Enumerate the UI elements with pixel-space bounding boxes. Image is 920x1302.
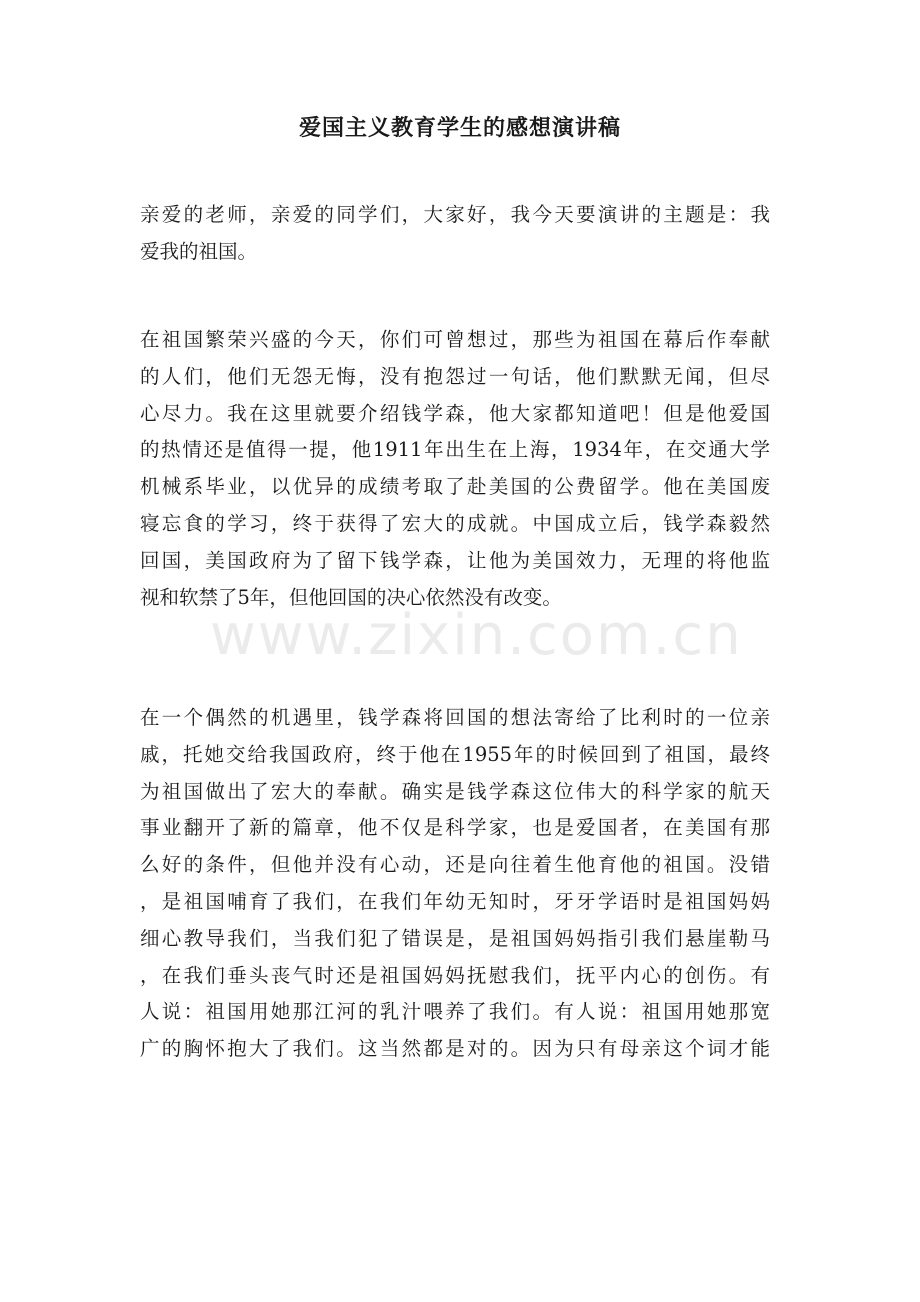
paragraph-line: 在祖国繁荣兴盛的今天，你们可曾想过，那些为祖国在幕后作奉献 (140, 328, 770, 351)
paragraph-line: 在一个偶然的机遇里，钱学森将回国的想法寄给了比利时的一位亲 (140, 706, 770, 729)
paragraph-line: 机械系毕业，以优异的成绩考取了赴美国的公费留学。他在美国废 (140, 475, 770, 499)
paragraph-line: 的人们，他们无怨无悔，没有抱怨过一句话，他们默默无闻，但尽 (140, 364, 770, 388)
page-title: 爱国主义教育学生的感想演讲稿 (298, 115, 621, 141)
paragraph-3 (140, 700, 770, 1068)
paragraph-line: 广的胸怀抱大了我们。这当然都是对的。因为只有母亲这个词才能 (140, 1037, 770, 1061)
paragraph-line: 事业翻开了新的篇章，他不仅是科学家，也是爱国者，在美国有那 (140, 816, 770, 840)
paragraph-line: 的热情还是值得一提，他1911年出生在上海，1934年，在交通大学 (140, 438, 770, 462)
paragraph-line: 寝忘食的学习，终于获得了宏大的成就。中国成立后，钱学森毅然 (140, 511, 770, 535)
paragraph-line: 回国，美国政府为了留下钱学森，让他为美国效力，无理的将他监 (140, 548, 770, 572)
paragraph-line: 人说：祖国用她那江河的乳汁喂养了我们。有人说：祖国用她那宽 (140, 1000, 770, 1024)
paragraph-line: 亲爱的老师，亲爱的同学们，大家好，我今天要演讲的主题是：我 (140, 203, 770, 226)
paragraph-line: 细心教导我们，当我们犯了错误是，是祖国妈妈指引我们悬崖勒马 (140, 926, 770, 950)
paragraph-line: 么好的条件，但他并没有心动，还是向往着生他育他的祖国。没错 (140, 853, 770, 877)
paragraph-1 (140, 197, 770, 271)
paragraph-line: 心尽力。我在这里就要介绍钱学森，他大家都知道吧！但是他爱国 (140, 401, 770, 425)
watermark: www.zixin.com.cn (210, 603, 743, 668)
paragraph-line: ，在我们垂头丧气时还是祖国妈妈抚慰我们，抚平内心的创伤。有 (140, 963, 770, 987)
paragraph-line: 戚，托她交给我国政府，终于他在1955年的时候回到了祖国，最终 (140, 742, 770, 766)
paragraph-2 (140, 322, 770, 616)
paragraph-line: ，是祖国哺育了我们，在我们年幼无知时，牙牙学语时是祖国妈妈 (140, 889, 770, 913)
paragraph-line: 视和软禁了5年，但他回国的决心依然没有改变。 (140, 585, 562, 609)
paragraph-line: 为祖国做出了宏大的奉献。确实是钱学森这位伟大的科学家的航天 (140, 779, 770, 803)
paragraph-line: 爱我的祖国。 (140, 239, 258, 263)
